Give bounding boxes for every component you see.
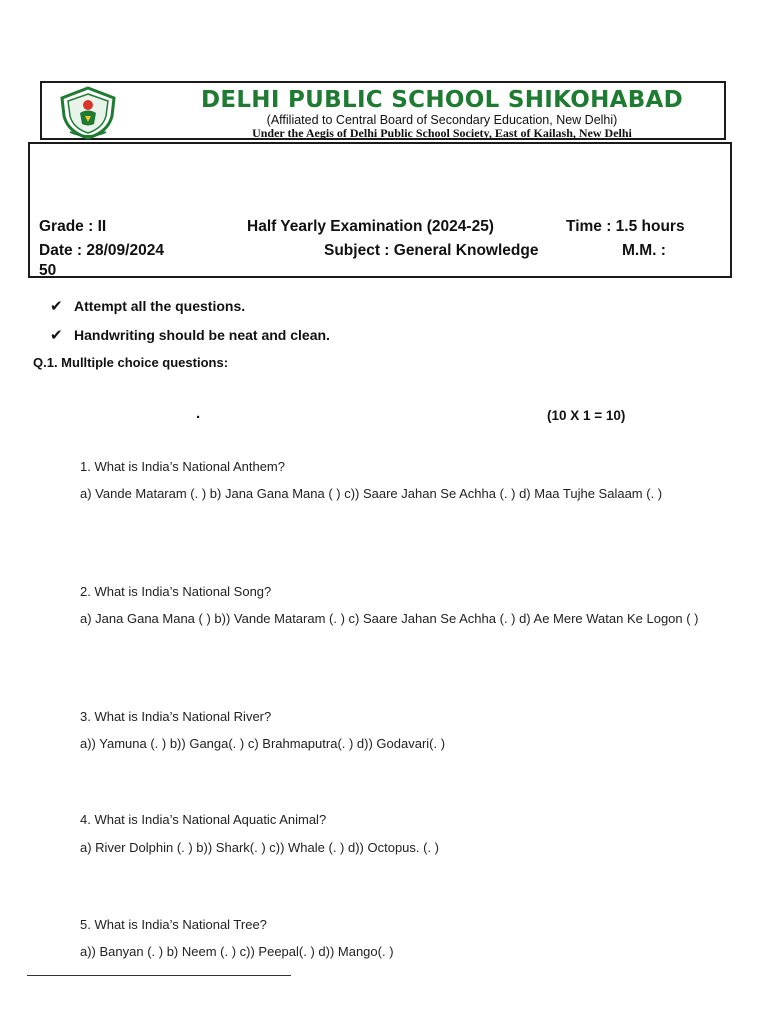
check-mark-icon: ✔ — [50, 298, 63, 315]
instruction-text: Handwriting should be neat and clean. — [74, 327, 330, 343]
question-text: 4. What is India’s National Aquatic Animal? — [80, 812, 327, 827]
question-options: a) Vande Mataram (. ) b) Jana Gana Mana ( ) c)) Saare Jahan Se Achha (. ) d) Maa Tujhe Salaam (. ) — [80, 486, 663, 501]
section-heading: Q.1. Mulltiple choice questions: — [33, 355, 229, 370]
footer-divider — [27, 975, 291, 976]
max-marks-label: M.M. : — [622, 242, 666, 259]
time-label: Time : 1.5 hours — [566, 218, 685, 235]
date-label: Date : 28/09/2024 — [39, 242, 164, 259]
exam-info-box — [28, 142, 732, 278]
instruction-item — [50, 326, 330, 344]
exam-title: Half Yearly Examination (2024-25) — [247, 218, 494, 235]
question-options: a) Jana Gana Mana ( ) b)) Vande Mataram (. ) c) Saare Jahan Se Achha (. ) d) Ae Mere Watan Ke Logon ( ) — [80, 611, 699, 626]
question-options: a)) Banyan (. ) b) Neem (. ) c)) Peepal(. ) d)) Mango(. ) — [80, 944, 394, 959]
subject-label: Subject : General Knowledge — [324, 242, 539, 259]
question-text: 3. What is India’s National River? — [80, 709, 272, 724]
school-header — [40, 81, 726, 140]
question-options: a)) Yamuna (. ) b)) Ganga(. ) c) Brahmaputra(. ) d)) Godavari(. ) — [80, 736, 446, 751]
section-dot: . — [196, 405, 201, 422]
max-marks-value: 50 — [39, 262, 57, 278]
check-mark-icon: ✔ — [50, 327, 63, 344]
aegis-line: Under the Aegis of Delhi Public School Society, East of Kailash, New Delhi — [252, 126, 632, 140]
instruction-item — [50, 297, 245, 315]
question-text: 1. What is India’s National Anthem? — [80, 459, 285, 474]
section-marks: (10 X 1 = 10) — [547, 408, 626, 423]
school-name: DELHI PUBLIC SCHOOL SHIKOHABAD — [200, 87, 684, 113]
question-text: 5. What is India’s National Tree? — [80, 917, 267, 932]
grade-label: Grade : II — [39, 218, 107, 235]
school-crest-logo — [58, 86, 118, 140]
instruction-text: Attempt all the questions. — [74, 298, 246, 314]
affiliation-line: (Affiliated to Central Board of Secondary Education, New Delhi) — [266, 113, 618, 127]
question-text: 2. What is India’s National Song? — [80, 584, 272, 599]
question-options: a) River Dolphin (. ) b)) Shark(. ) c)) Whale (. ) d)) Octopus. (. ) — [80, 840, 440, 855]
